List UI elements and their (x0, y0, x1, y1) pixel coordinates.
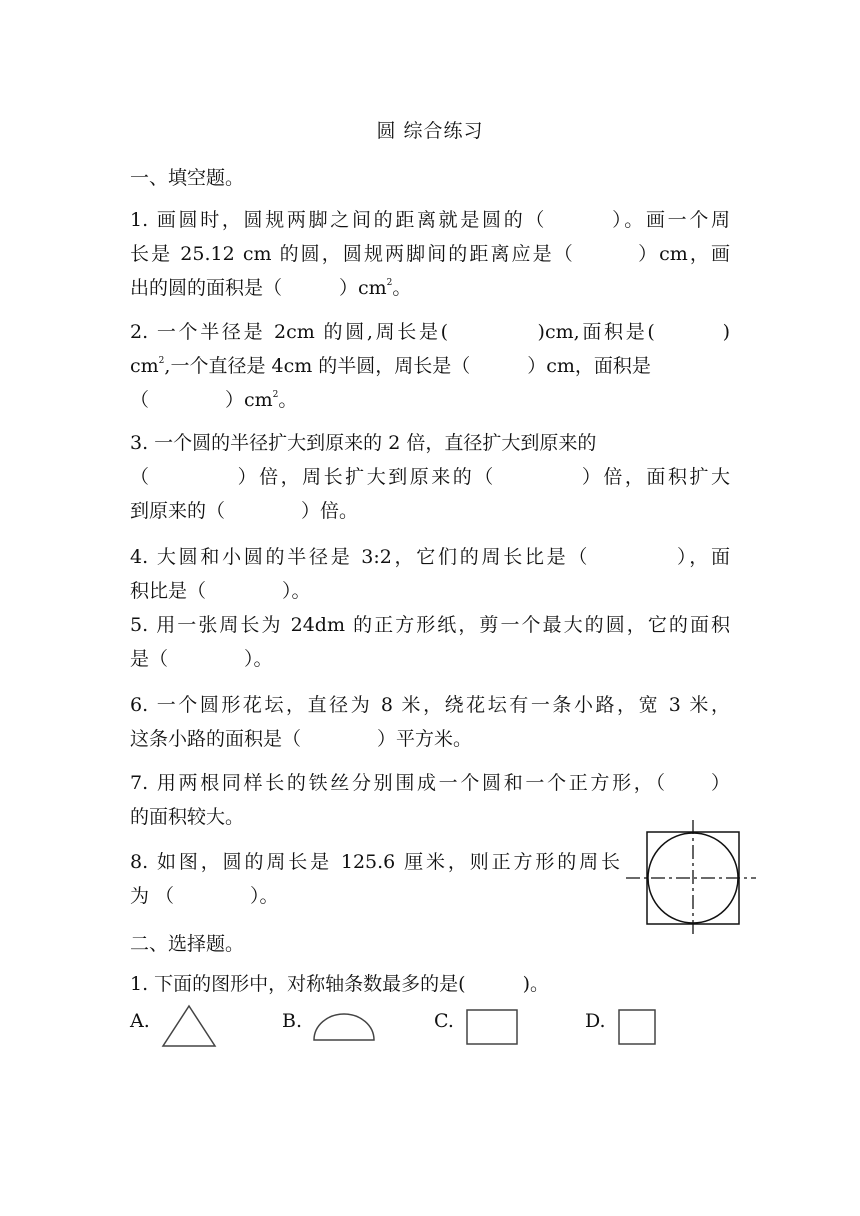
question-6 (130, 688, 730, 756)
question-3-line-1: 3. 一个圆的半径扩大到原来的 2 倍，直径扩大到原来的 (130, 432, 597, 454)
question-2-line-2 (130, 349, 730, 383)
question-4-line-1: 4. 大圆和小圆的半径是 3:2，它们的周长比是（ ），面 (130, 546, 730, 568)
superscript-2: 2 (386, 278, 393, 288)
question-1-line-1: 1. 画圆时，圆规两脚之间的距离就是圆的（ ）。画一个周 (130, 209, 730, 231)
question-2-line-3 (130, 383, 730, 417)
question-1-line-3-text: 出的圆的面积是（ ）cm (130, 277, 387, 299)
question-2-line-3-text: （ ）cm (130, 389, 273, 411)
question-5-line-2: 是（ ）。 (130, 648, 273, 670)
section-choice-heading: 二、选择题。 (130, 933, 245, 955)
question-8-line-1: 8. 如图，圆的周长是 125.6 厘米，则正方形的周长 (130, 851, 620, 873)
question-6-line-2: 这条小路的面积是（ ）平方米。 (130, 728, 473, 750)
question-2-line-1: 2. 一个半径是 2cm 的圆,周长是( )cm,面积是( ) (130, 321, 730, 343)
option-b-label: B. (282, 1010, 303, 1032)
question-4 (130, 540, 730, 608)
question-8-line-2: 为 （ ）。 (130, 885, 279, 907)
question-1-line-3-end: 。 (392, 277, 412, 299)
question-3 (130, 426, 730, 528)
question-5 (130, 608, 730, 676)
question-2-line-2-text: ,一个直径是 4cm 的半圆，周长是（ ）cm，面积是 (164, 355, 651, 377)
question-1 (130, 203, 730, 305)
superscript-2: 2 (272, 390, 279, 400)
question-5-line-1: 5. 用一张周长为 24dm 的正方形纸，剪一个最大的圆，它的面积 (130, 614, 730, 636)
page-title: 圆 综合练习 (376, 120, 484, 142)
circle-in-square-figure (624, 820, 758, 936)
choice-question-1 (130, 967, 730, 1001)
question-1-line-2: 长是 25.12 cm 的圆，圆规两脚间的距离应是（ ）cm，画 (130, 243, 730, 265)
question-6-line-1: 6. 一个圆形花坛，直径为 8 米，绕花坛有一条小路，宽 3 米， (130, 694, 730, 716)
superscript-2: 2 (158, 356, 165, 366)
question-2-line-2-unit: cm (130, 355, 159, 377)
option-b-semicircle (312, 1012, 376, 1042)
choice-question-1-text: 1. 下面的图形中，对称轴条数最多的是( )。 (130, 973, 549, 995)
option-c-label: C. (434, 1010, 454, 1032)
question-1-line-3 (130, 271, 730, 305)
section-fill-in-heading: 一、填空题。 (130, 167, 245, 189)
question-7-line-1: 7. 用两根同样长的铁丝分别围成一个圆和一个正方形，（ ） (130, 772, 730, 794)
option-a-triangle (161, 1004, 217, 1048)
question-7-line-2: 的面积较大。 (130, 806, 245, 828)
question-2 (130, 315, 730, 417)
question-3-line-2: （ ）倍，周长扩大到原来的（ ）倍，面积扩大 (130, 466, 730, 488)
option-c-rectangle (466, 1009, 518, 1045)
question-2-line-3-end: 。 (278, 389, 298, 411)
question-8 (130, 845, 620, 913)
question-4-line-2: 积比是（ ）。 (130, 580, 311, 602)
question-3-line-3: 到原来的（ ）倍。 (130, 500, 359, 522)
option-d-label: D. (585, 1010, 606, 1032)
option-d-square (618, 1009, 656, 1045)
option-a-label: A. (130, 1010, 150, 1032)
